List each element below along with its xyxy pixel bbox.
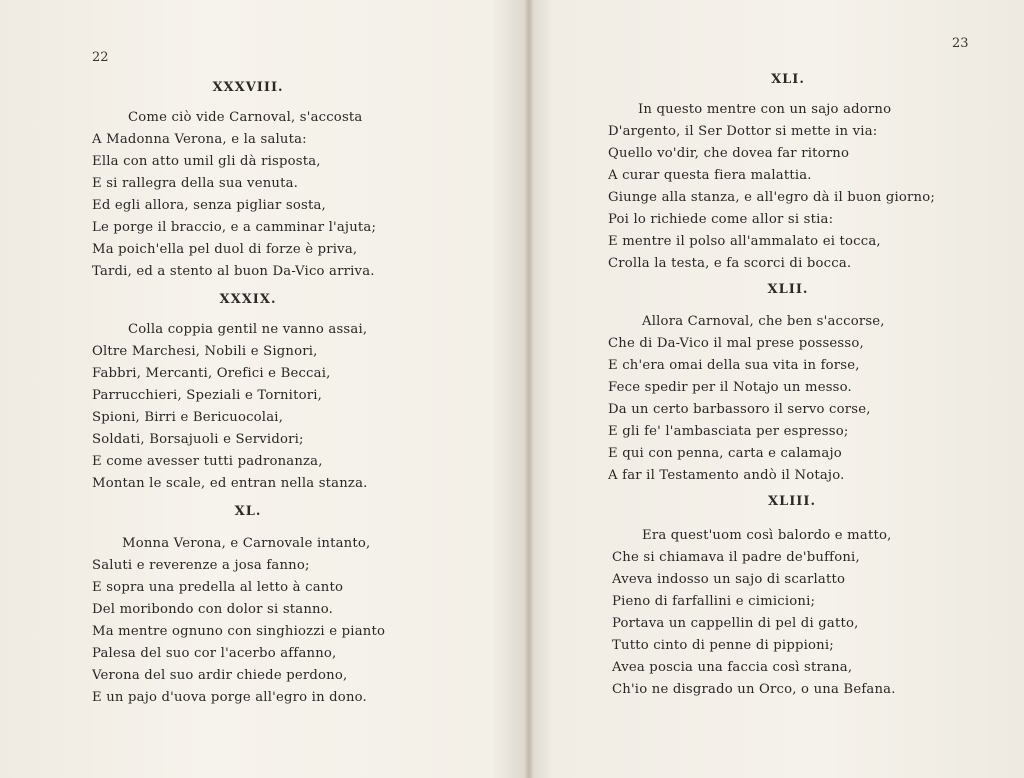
verse-line: Monna Verona, e Carnovale intanto,: [122, 536, 371, 551]
verse-line: Verona del suo ardir chiede perdono,: [92, 668, 348, 683]
verse-line: E gli fe' l'ambasciata per espresso;: [608, 424, 849, 439]
stanza-number: XXXIX.: [219, 292, 277, 307]
stanza: [92, 80, 404, 290]
verse-line: A far il Testamento andò il Notajo.: [608, 468, 845, 483]
verse-line: Ch'io ne disgrado un Orco, o una Befana.: [612, 682, 896, 697]
verse-line: Aveva indosso un sajo di scarlatto: [612, 572, 846, 587]
verse-line: Come ciò vide Carnoval, s'accosta: [128, 110, 363, 125]
verse-line: Era quest'uom così balordo e matto,: [642, 528, 892, 543]
verse-line: Crolla la testa, e fa scorci di bocca.: [608, 256, 852, 271]
stanza-number: XLI.: [771, 72, 805, 87]
verse-line: E come avesser tutti padronanza,: [92, 454, 323, 469]
verse-line: Del moribondo con dolor si stanno.: [92, 602, 334, 617]
book-gutter: [524, 0, 534, 778]
verse-line: Tutto cinto di penne di pippioni;: [612, 638, 834, 653]
stanza-number: XLIII.: [768, 494, 816, 509]
verse-line: Ma poich'ella pel duol di forze è priva,: [92, 242, 358, 257]
verse-line: Allora Carnoval, che ben s'accorse,: [642, 314, 885, 329]
stanza: [92, 504, 404, 714]
stanza-number: XLII.: [767, 282, 809, 297]
verse-line: Ella con atto umil gli dà risposta,: [92, 154, 321, 169]
verse-line: E si rallegra della sua venuta.: [92, 176, 299, 191]
verse-line: A curar questa fiera malattia.: [608, 168, 812, 183]
stanza: [612, 494, 972, 704]
verse-line: Spioni, Birri e Bericuocolai,: [92, 410, 284, 425]
verse-line: Fece spedir per il Notajo un messo.: [608, 380, 852, 395]
verse-line: Pieno di farfallini e cimicioni;: [612, 594, 816, 609]
verse-line: Oltre Marchesi, Nobili e Signori,: [92, 344, 318, 359]
stanza-number: XL.: [234, 504, 262, 519]
stanza: [608, 72, 968, 272]
verse-line: D'argento, il Ser Dottor si mette in via:: [608, 124, 878, 139]
page-number: 23: [952, 36, 969, 51]
verse-line: Palesa del suo cor l'acerbo affanno,: [92, 646, 337, 661]
verse-line: Avea poscia una faccia così strana,: [612, 660, 853, 675]
verse-line: Soldati, Borsajuoli e Servidori;: [92, 432, 304, 447]
stanza: [92, 292, 404, 502]
right-page: [534, 0, 1024, 778]
verse-line: Ed egli allora, senza pigliar sosta,: [92, 198, 326, 213]
verse-line: E sopra una predella al letto à canto: [92, 580, 344, 595]
verse-line: Ma mentre ognuno con singhiozzi e pianto: [92, 624, 386, 639]
verse-line: Le porge il braccio, e a camminar l'ajuta;: [92, 220, 377, 235]
page-number: 22: [92, 50, 109, 65]
verse-line: Che si chiamava il padre de'buffoni,: [612, 550, 860, 565]
verse-line: Quello vo'dir, che dovea far ritorno: [608, 146, 850, 161]
verse-line: E mentre il polso all'ammalato ei tocca,: [608, 234, 881, 249]
verse-line: E un pajo d'uova porge all'egro in dono.: [92, 690, 367, 705]
stanza: [608, 282, 968, 492]
verse-line: A Madonna Verona, e la saluta:: [92, 132, 307, 147]
verse-line: E ch'era omai della sua vita in forse,: [608, 358, 860, 373]
verse-line: Parrucchieri, Speziali e Tornitori,: [92, 388, 323, 403]
verse-line: Saluti e reverenze a josa fanno;: [92, 558, 310, 573]
verse-line: In questo mentre con un sajo adorno: [638, 102, 892, 117]
verse-line: E qui con penna, carta e calamajo: [608, 446, 842, 461]
verse-line: Portava un cappellin di pel di gatto,: [612, 616, 859, 631]
verse-line: Colla coppia gentil ne vanno assai,: [128, 322, 368, 337]
verse-line: Montan le scale, ed entran nella stanza.: [92, 476, 368, 491]
verse-line: Che di Da-Vico il mal prese possesso,: [608, 336, 864, 351]
verse-line: Da un certo barbassoro il servo corse,: [608, 402, 871, 417]
stanza-number: XXXVIII.: [212, 80, 284, 95]
verse-line: Tardi, ed a stento al buon Da-Vico arriva.: [92, 264, 375, 279]
verse-line: Poi lo richiede come allor si stia:: [608, 212, 834, 227]
verse-line: Fabbri, Mercanti, Orefici e Beccai,: [92, 366, 331, 381]
verse-line: Giunge alla stanza, e all'egro dà il buon giorno;: [608, 190, 936, 205]
